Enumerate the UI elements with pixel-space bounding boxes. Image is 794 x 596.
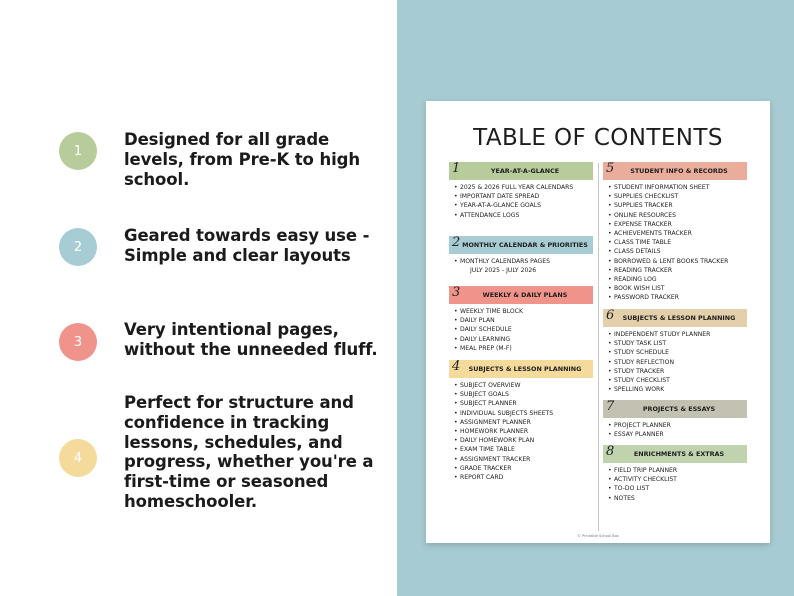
list-item: • IMPORTANT DATE SPREAD (454, 193, 540, 201)
list-item: • YEAR-AT-A-GLANCE GOALS (454, 202, 542, 210)
section-list (603, 421, 747, 439)
section-number: 1 (452, 161, 461, 176)
section-title: SUBJECTS & LESSON PLANNING (468, 365, 582, 373)
list-item: • CLASS DETAILS (608, 248, 661, 256)
list-item: • ONLINE RESOURCES (608, 211, 677, 219)
section-title: PROJECTS & ESSAYS (642, 405, 716, 413)
feature-text-1: Designed for all grade levels, from Pre-K to high school. (124, 130, 360, 189)
page-footer: © Printable School Box (577, 534, 619, 538)
toc-page (426, 101, 770, 543)
list-item: • SUBJECT PLANNER (454, 400, 517, 408)
section-number: 5 (606, 161, 615, 176)
list-item: • SUPPLIES CHECKLIST (608, 193, 679, 201)
list-item: • ESSAY PLANNER (608, 431, 664, 439)
section-list (603, 466, 747, 503)
list-item: • STUDY CHECKLIST (608, 377, 670, 385)
list-item: • DAILY LEARNING (454, 335, 511, 343)
list-item: • ASSIGNMENT TRACKER (454, 455, 531, 463)
section-list (449, 307, 593, 353)
list-item: • NOTES (608, 494, 635, 502)
toc-section-4 (449, 360, 593, 482)
section-number: 4 (452, 359, 461, 374)
list-item: • DAILY SCHEDULE (454, 326, 512, 334)
list-item: • EXPENSE TRACKER (608, 220, 672, 228)
list-item: • INDEPENDENT STUDY PLANNER (608, 331, 711, 338)
list-item: • ASSIGNMENT PLANNER (454, 418, 531, 426)
list-item: • MONTHLY CALENDARS PAGES (454, 258, 550, 265)
list-item: • PASSWORD TRACKER (608, 294, 679, 302)
list-item: • TO-DO LIST (608, 485, 650, 493)
section-number: 7 (606, 399, 615, 414)
section-number: 3 (452, 285, 461, 300)
number-badge-1: 1 (59, 132, 97, 170)
section-title: YEAR-AT-A-GLANCE (490, 167, 560, 175)
feature-text-2: Geared towards easy use - Simple and clear layouts (124, 226, 370, 265)
list-item: • SPELLING WORK (608, 386, 665, 394)
section-list (449, 381, 593, 482)
toc-section-2 (449, 236, 593, 275)
section-list (449, 183, 593, 220)
list-item: • DAILY HOMEWORK PLAN (454, 437, 535, 445)
section-header (449, 360, 593, 378)
list-item: JULY 2025 - JULY 2026 (470, 267, 537, 275)
toc-section-1 (449, 162, 593, 220)
section-title: WEEKLY & DAILY PLANS (482, 291, 568, 299)
toc-section-8 (603, 445, 747, 503)
list-item: • GRADE TRACKER (454, 464, 512, 472)
section-number: 6 (606, 308, 615, 323)
list-item: • HOMEWORK PLANNER (454, 428, 529, 436)
section-title: STUDENT INFO & RECORDS (630, 167, 728, 175)
list-item: • FIELD TRIP PLANNER (608, 467, 678, 474)
section-header (449, 286, 593, 304)
number-badge-4: 4 (59, 439, 97, 477)
list-item: • REPORT CARD (454, 474, 504, 482)
list-item: • INDIVIDUAL SUBJECTS SHEETS (454, 409, 554, 417)
list-item: • CLASS TIME TABLE (608, 239, 672, 247)
feature-text-4: Perfect for structure and confidence in tracking lessons, schedules, and progress, whether you're a first-time or seasoned homeschooler. (124, 393, 374, 511)
section-list (449, 257, 593, 275)
section-header (449, 236, 593, 254)
list-item: • ACTIVITY CHECKLIST (608, 476, 677, 484)
section-number: 8 (606, 444, 615, 459)
toc-section-5 (603, 162, 747, 303)
toc-section-3 (449, 286, 593, 353)
list-item: • BORROWED & LENT BOOKS TRACKER (608, 257, 729, 265)
column-divider (598, 163, 599, 531)
section-header (603, 400, 747, 418)
list-item: • SUPPLIES TRACKER (608, 202, 673, 210)
list-item: • WEEKLY TIME BLOCK (454, 308, 523, 315)
section-header (449, 162, 593, 180)
toc-section-7 (603, 400, 747, 439)
feature-text-3: Very intentional pages, without the unneeded fluff. (124, 320, 378, 359)
list-item: • STUDY SCHEDULE (608, 349, 670, 357)
section-title: MONTHLY CALENDAR & PRIORITIES (462, 241, 588, 249)
section-list (603, 183, 747, 303)
number-badge-2: 2 (59, 228, 97, 266)
toc-title: TABLE OF CONTENTS (473, 125, 723, 151)
list-item: • READING LOG (608, 276, 657, 284)
list-item: • EXAM TIME TABLE (454, 446, 515, 454)
list-item: • STUDY TRACKER (608, 367, 665, 375)
section-header (603, 445, 747, 463)
section-list (603, 330, 747, 394)
toc-section-6 (603, 309, 747, 394)
list-item: • DAILY PLAN (454, 317, 495, 325)
list-item: • SUBJECT GOALS (454, 391, 509, 399)
list-item: • MEAL PREP (M-F) (454, 344, 512, 352)
list-item: • ATTENDANCE LOGS (454, 211, 520, 219)
list-item: • STUDENT INFORMATION SHEET (608, 184, 710, 191)
list-item: • PROJECT PLANNER (608, 422, 671, 429)
list-item: • READING TRACKER (608, 266, 673, 274)
section-title: SUBJECTS & LESSON PLANNING (622, 314, 736, 322)
list-item: • ACHIEVEMENTS TRACKER (608, 230, 692, 238)
section-header (603, 162, 747, 180)
list-item: • 2025 & 2026 FULL YEAR CALENDARS (454, 184, 574, 191)
number-badge-3: 3 (59, 323, 97, 361)
list-item: • SUBJECT OVERVIEW (454, 382, 521, 389)
list-item: • BOOK WISH LIST (608, 285, 665, 293)
section-number: 2 (452, 235, 461, 250)
section-header (603, 309, 747, 327)
list-item: • STUDY REFLECTION (608, 358, 675, 366)
section-title: ENRICHMENTS & EXTRAS (633, 450, 725, 458)
list-item: • STUDY TASK LIST (608, 340, 667, 348)
